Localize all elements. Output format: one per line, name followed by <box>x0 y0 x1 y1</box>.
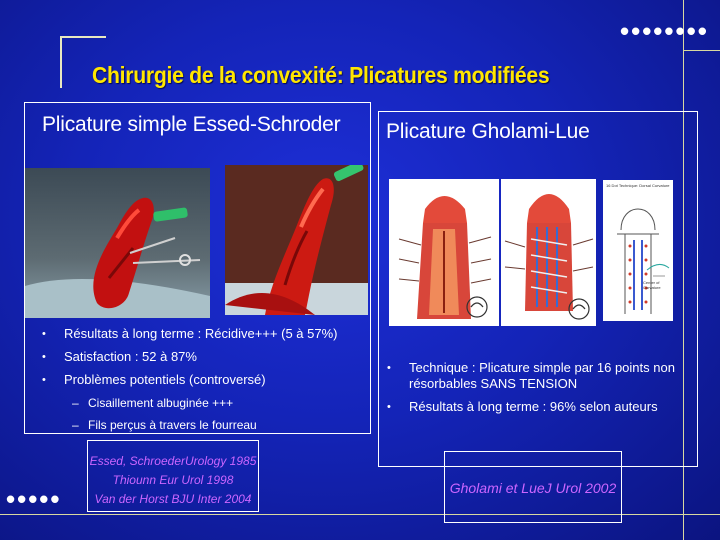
left-bullet-item: • Problèmes potentiels (controversé) <box>42 372 367 388</box>
right-reference-box <box>444 451 622 523</box>
surgical-photo-1 <box>25 168 210 318</box>
reference-line: Thiounn Eur Urol 1998 <box>112 473 234 487</box>
right-panel <box>378 111 698 467</box>
schematic-caption-side: Center of Curvature <box>643 280 661 290</box>
decor-dots-bottom-left: ••••• <box>6 484 62 514</box>
right-panel-heading: Plicature Gholami-Lue <box>386 120 590 143</box>
surgical-photo-2 <box>225 165 368 315</box>
right-bullet-list <box>387 360 692 422</box>
slide-title: Chirurgie de la convexité: Plicatures modifiées <box>92 62 550 88</box>
reference-line: Van der Horst BJU Inter 2004 <box>94 492 252 506</box>
reference-line: Essed, SchroederUrology 1985 <box>89 454 257 468</box>
schematic-caption-top: 16 Dot Technique: Dorsal Curvature <box>606 183 670 188</box>
left-reference-box <box>87 440 259 512</box>
left-panel <box>24 102 371 434</box>
plication-illustration-1 <box>389 179 499 326</box>
reference-line: Gholami et LueJ Urol 2002 <box>449 480 617 496</box>
sixteen-dot-schematic <box>603 180 673 321</box>
right-bullet-item: • Résultats à long terme : 96% selon auteurs <box>387 399 692 415</box>
left-sub-bullet-item: – Cisaillement albuginée +++ <box>42 395 367 411</box>
left-bullet-list <box>42 326 367 439</box>
plication-illustration-2 <box>501 179 596 326</box>
left-panel-heading: Plicature simple Essed-Schroder <box>42 113 341 136</box>
left-bullet-item: • Satisfaction : 52 à 87% <box>42 349 367 365</box>
left-sub-bullet-item: – Fils perçus à travers le fourreau <box>42 417 367 433</box>
left-bullet-item: • Résultats à long terme : Récidive+++ (5 à 57%) <box>42 326 367 342</box>
right-bullet-item: • Technique : Plicature simple par 16 points non résorbables SANS TENSION <box>387 360 692 392</box>
decor-horizontal-line-right <box>683 50 720 51</box>
decor-dots-top-right: •••••••• <box>620 16 709 46</box>
